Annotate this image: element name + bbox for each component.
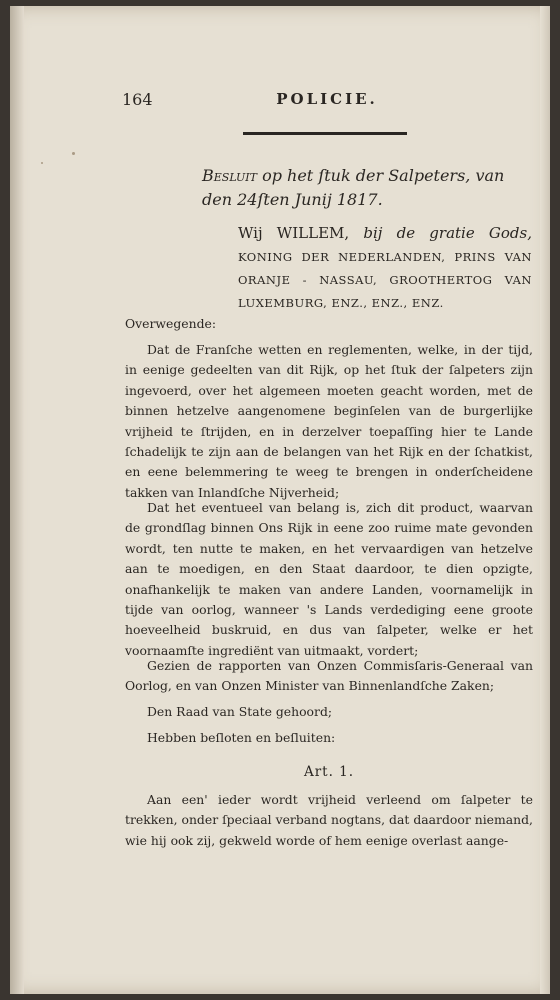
paper-spot	[72, 152, 75, 155]
paragraph-reports: Gezien de rapporten van Onzen Commisſaris-Generaal van Oorlog, en van Onzen Minister van Binnenlandſche Zaken;	[125, 658, 533, 694]
paragraph-interest: Dat het eventueel van belang is, zich dit product, waarvan de grondſlag binnen Ons Rijk in eene zoo ruime mate gevonden wordt, ten nutte te maken, en het vervaardigen van hetzelve aan te moedigen, en den Staat daardoor, te dien opzigte, onafhankelijk te maken van andere Landen, voornamelijk in tijde van oorlog, wanneer 's Lands verdediging eene groote hoeveelheid buskruid, en dus van ſalpeter, welke er het voornaamſte ingrediënt van uitmaakt, vordert;	[125, 500, 533, 658]
page-gutter-shadow	[10, 6, 24, 994]
page-number: 164	[122, 90, 153, 109]
article-text: Aan een' ieder wordt vrijheid verleend om ſalpeter te trekken, onder ſpeciaal verband nogtans, dat daardoor niemand, wie hij ook zij, gekweld worde of hem eenige overlast aange-	[125, 792, 533, 848]
paper-spot	[41, 162, 43, 164]
title-rule	[243, 132, 407, 135]
book-page	[10, 6, 550, 994]
preamble-text: KONING DER NEDERLANDEN, PRINS VAN ORANJE - NASSAU, GROOTHERTOG VAN LUXEMBURG, ENZ., ENZ., ENZ.	[238, 250, 532, 310]
paragraph-considering: Overwegende:	[125, 316, 217, 331]
paragraph-laws: Dat de Franſche wetten en reglementen, welke, in der tijd, in eenige gedeelten van dit Rijk, op het ſtuk der ſalpeters zijn ingevoerd, over het algemeen moeten geacht worden, met de binnen hetzelve aangenomene beginſelen van de burgerlijke vrijheid te ſtrijden, en in derzelver toepaſſing hier te Lande ſchadelijk te zijn aan de belangen van het Rijk en der ſchatkist, en eene belemmering te weeg te brengen in onderſcheidene takken van Inlandſche Nijverheid;	[125, 342, 533, 500]
paragraph-resolved: Hebben beſloten en beſluiten:	[147, 730, 336, 745]
title-prefix: Besluit	[202, 166, 257, 185]
title-line1: op het ſtuk der Salpeters, van	[256, 166, 505, 185]
running-head: POLICIE.	[276, 90, 378, 108]
page-edge-shadow	[540, 6, 550, 994]
article-heading: Art. 1.	[303, 764, 355, 780]
decree-title	[202, 164, 528, 212]
preamble-lead-italic: bij de gratie Gods,	[349, 224, 532, 242]
paragraph-council: Den Raad van State gehoord;	[147, 704, 333, 719]
royal-preamble	[238, 222, 532, 315]
title-line2: den 24ſten Junij 1817.	[202, 190, 383, 209]
preamble-lead: Wij WILLEM,	[238, 224, 350, 242]
